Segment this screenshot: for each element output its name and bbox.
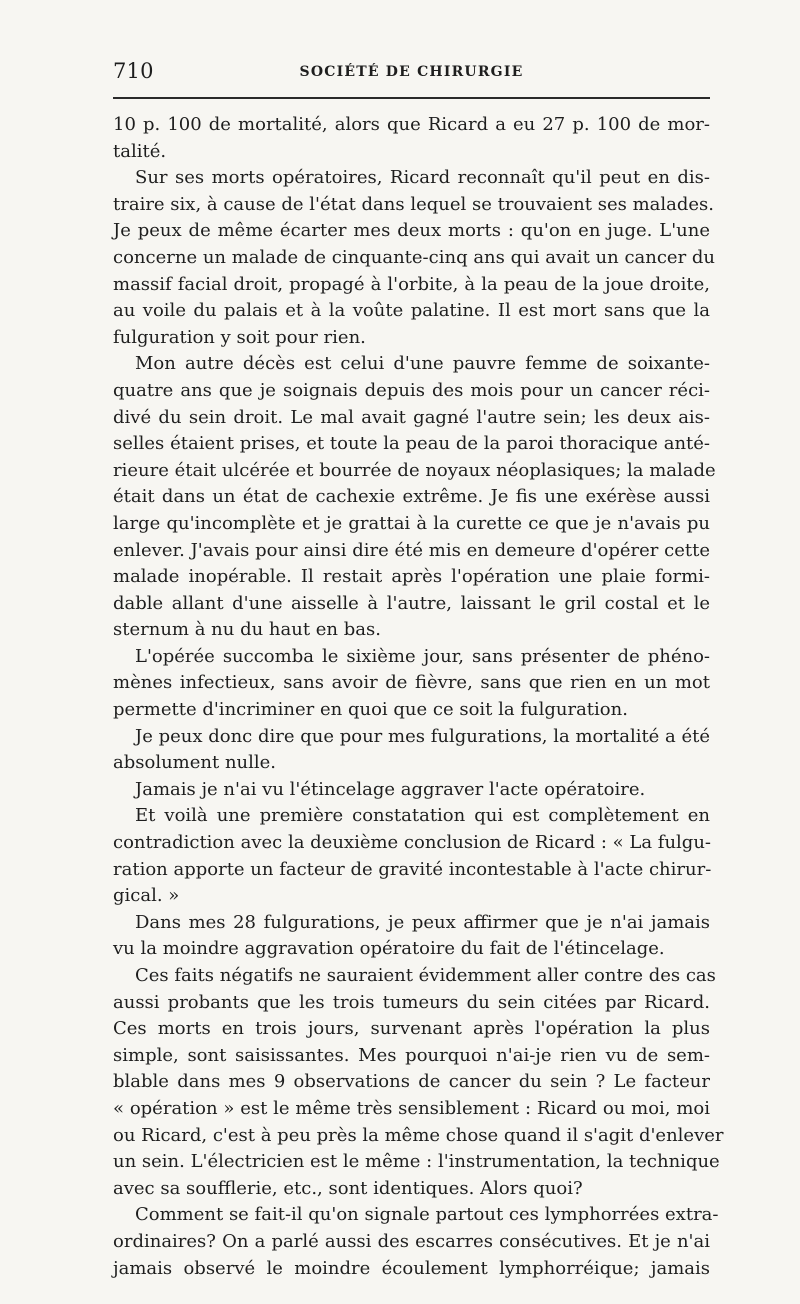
- text-line: traire six, à cause de l'état dans lequel se trouvaient ses malades.: [113, 193, 715, 215]
- page-header: [113, 58, 710, 88]
- text-line: divé du sein droit. Le mal avait gagné l'autre sein; les deux ais-: [113, 406, 710, 428]
- page-number: 710: [113, 59, 154, 83]
- text-line: mènes infectieux, sans avoir de fièvre, sans que rien en un mot: [113, 672, 710, 694]
- text-line: au voile du palais et à la voûte palatine. Il est mort sans que la: [113, 300, 710, 322]
- text-line: Jamais je n'ai vu l'étincelage aggraver l'acte opératoire.: [135, 778, 646, 800]
- text-line: Je peux de même écarter mes deux morts : qu'on en juge. L'une: [113, 220, 710, 242]
- text-line: 10 p. 100 de mortalité, alors que Ricard a eu 27 p. 100 de mor-: [113, 114, 710, 135]
- text-line: était dans un état de cachexie extrême. Je fis une exérèse aussi: [113, 486, 710, 508]
- text-line: L'opérée succomba le sixième jour, sans présenter de phéno-: [135, 645, 710, 667]
- text-line: large qu'incomplète et je grattai à la curette ce que je n'avais pu: [113, 512, 710, 534]
- text-line: selles étaient prises, et toute la peau de la paroi thoracique anté-: [113, 433, 710, 455]
- text-line: dable allant d'une aisselle à l'autre, laissant le gril costal et le: [113, 592, 710, 614]
- text-line: « opération » est le même très sensiblement : Ricard ou moi, moi: [113, 1097, 710, 1119]
- text-line: quatre ans que je soignais depuis des mois pour un cancer réci-: [113, 379, 710, 401]
- text-line: ou Ricard, c'est à peu près la même chose quand il s'agit d'enlever: [113, 1124, 724, 1146]
- text-line: massif facial droit, propagé à l'orbite, à la peau de la joue droite,: [113, 273, 710, 295]
- text-line: gical. »: [113, 885, 180, 907]
- text-line: enlever. J'avais pour ainsi dire été mis en demeure d'opérer cette: [113, 539, 710, 561]
- text-line: ration apporte un facteur de gravité incontestable à l'acte chirur-: [113, 858, 712, 880]
- text-line: aussi probants que les trois tumeurs du sein citées par Ricard.: [113, 991, 710, 1013]
- text-line: Dans mes 28 fulgurations, je peux affirmer que je n'ai jamais: [135, 911, 710, 933]
- text-line: absolument nulle.: [113, 752, 277, 774]
- text-line: contradiction avec la deuxième conclusion de Ricard : « La fulgu-: [113, 832, 712, 854]
- text-line: avec sa soufflerie, etc., sont identiques. Alors quoi?: [113, 1177, 583, 1199]
- text-line: talité.: [113, 140, 167, 162]
- text-line: rieure était ulcérée et bourrée de noyaux néoplasiques; la malade: [113, 459, 716, 481]
- text-line: permette d'incriminer en quoi que ce soit la fulguration.: [113, 699, 628, 721]
- text-line: fulguration y soit pour rien.: [113, 326, 366, 348]
- header-rule: [113, 97, 710, 99]
- text-line: Ces morts en trois jours, survenant après l'opération la plus: [113, 1018, 710, 1040]
- text-line: Mon autre décès est celui d'une pauvre femme de soixante-: [135, 353, 710, 375]
- text-line: Et voilà une première constatation qui est complètement en: [135, 805, 710, 827]
- text-line: malade inopérable. Il restait après l'opération une plaie formi-: [113, 566, 710, 588]
- text-line: sternum à nu du haut en bas.: [113, 619, 381, 641]
- text-line: ordinaires? On a parlé aussi des escarres consécutives. Et je n'ai: [113, 1230, 710, 1252]
- body-text: [113, 112, 724, 1279]
- text-line: Ces faits négatifs ne sauraient évidemment aller contre des cas: [135, 965, 716, 986]
- text-line: Comment se fait-il qu'on signale partout ces lymphorrées extra-: [135, 1204, 719, 1226]
- text-line: jamais observé le moindre écoulement lymphorréique; jamais: [113, 1257, 710, 1279]
- running-title: SOCIÉTÉ DE CHIRURGIE: [299, 64, 524, 80]
- text-line: concerne un malade de cinquante-cinq ans qui avait un cancer du: [113, 246, 716, 268]
- text-line: vu la moindre aggravation opératoire du fait de l'étincelage.: [113, 938, 665, 960]
- text-line: simple, sont saisissantes. Mes pourquoi n'ai-je rien vu de sem-: [113, 1044, 710, 1066]
- text-line: Je peux donc dire que pour mes fulgurations, la mortalité a été: [135, 725, 711, 747]
- text-line: un sein. L'électricien est le même : l'instrumentation, la technique: [113, 1151, 720, 1173]
- text-line: blable dans mes 9 observations de cancer du sein ? Le facteur: [113, 1071, 710, 1093]
- text-line: Sur ses morts opératoires, Ricard reconnaît qu'il peut en dis-: [135, 167, 710, 189]
